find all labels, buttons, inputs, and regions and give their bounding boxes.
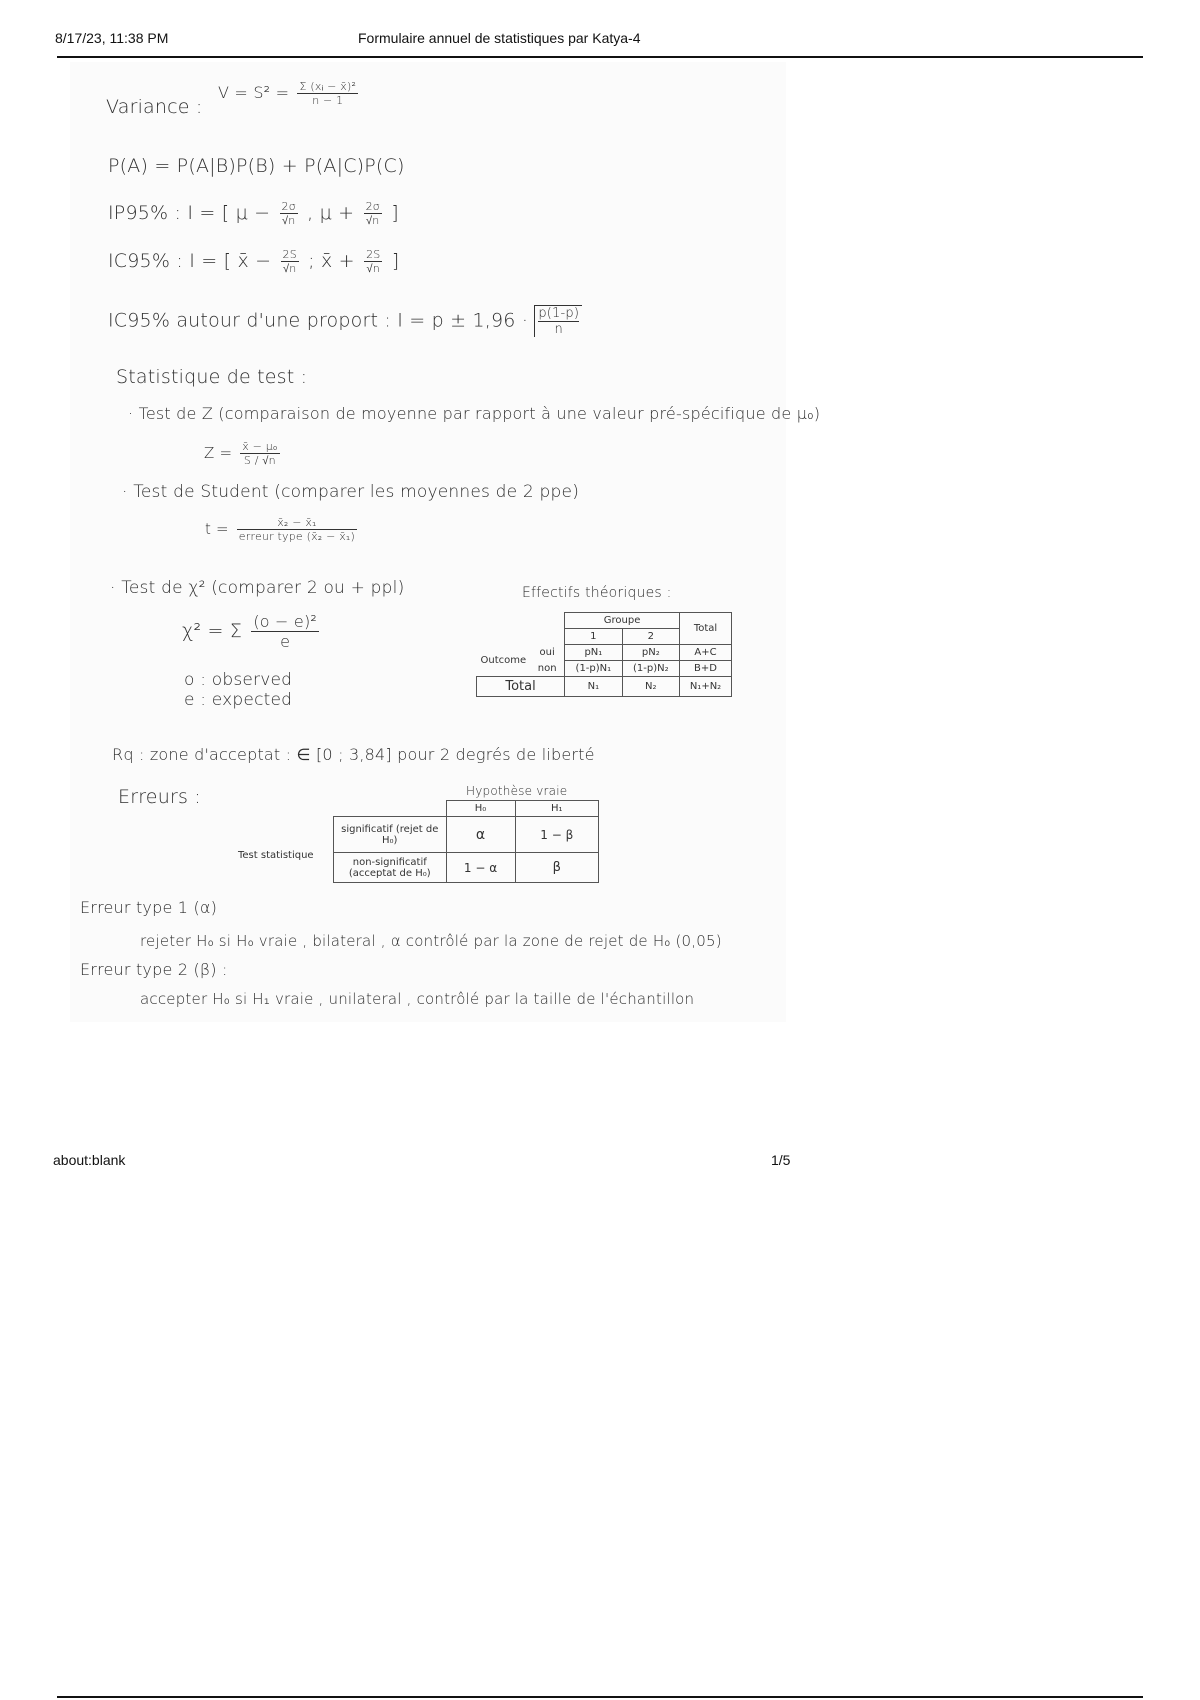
groupe-header: Groupe (565, 613, 680, 629)
ip95-frac-den-2: √n (366, 214, 380, 227)
erreur-type-2-title: Erreur type 2 (β) : (80, 960, 228, 979)
erreurs-title: Erreurs : (118, 786, 201, 808)
ic95-fraction-2 (364, 248, 382, 275)
cell-oui-total: A+C (680, 645, 732, 661)
cell-total-2: N₂ (622, 677, 679, 697)
h1-header: H₁ (515, 801, 599, 817)
student-den: erreur type (x̄₂ − x̄₁) (238, 530, 356, 543)
print-datetime: 8/17/23, 11:38 PM (55, 30, 169, 46)
significatif-row: significatif (rejet de H₀) (334, 817, 447, 853)
ic95-proportion-formula (108, 305, 582, 337)
erreur-type-1-body: rejeter H₀ si H₀ vraie , bilateral , α contrôlé par la zone de rejet de H₀ (0,05) (140, 932, 722, 950)
chi-den: e (280, 632, 291, 651)
hypothese-vraie-title: Hypothèse vraie (466, 784, 568, 798)
ip95-part-b: , μ + (307, 202, 355, 224)
sqrt-radical (534, 305, 582, 337)
cell-total-1: N₁ (565, 677, 622, 697)
ic95-prop-num: p(1-p) (538, 306, 580, 321)
ztest-den: S / √n (243, 454, 276, 467)
ip95-part-a: I = [ μ − (187, 202, 271, 224)
erreur-type-1-title: Erreur type 1 (α) (80, 898, 218, 917)
ip95-frac-den: √n (282, 214, 296, 227)
total-probability-formula: P(A) = P(A|B)P(B) + P(A|C)P(C) (108, 155, 405, 177)
ic95-part-b: ; x̄ + (308, 250, 355, 272)
student-num: x̄₂ − x̄₁ (237, 516, 357, 530)
ip95-fraction-2 (364, 200, 382, 227)
h0-header: H₀ (446, 801, 515, 817)
observed-note: o : observed (184, 670, 293, 690)
bottom-rule (57, 1696, 1143, 1698)
ic95-part-a: I = [ x̄ − (189, 250, 272, 272)
test-statistique-label: Test statistique (238, 850, 314, 861)
student-fraction (237, 516, 357, 543)
variance-formula (218, 80, 361, 107)
group-2-header: 2 (622, 629, 679, 645)
ic95-part-c: ] (391, 250, 400, 272)
ip95-frac-num: 2σ (281, 200, 296, 213)
cell-oui-2: pN₂ (622, 645, 679, 661)
effectifs-title: Effectifs théoriques : (522, 585, 672, 601)
ip95-frac-num-2: 2σ (365, 200, 380, 213)
cell-sig-h0: α (446, 817, 515, 853)
cell-non-total: B+D (680, 661, 732, 677)
ic95-label: IC95% : (108, 250, 183, 272)
ztest-fraction (240, 440, 279, 467)
erreurs-table (333, 800, 599, 883)
ip95-part-c: ] (391, 202, 399, 224)
ic95-frac-den-2: √n (366, 262, 380, 275)
variance-denominator: n − 1 (312, 94, 344, 107)
cell-total-total: N₁+N₂ (680, 677, 732, 697)
ic95-frac-num-2: 2S (366, 248, 381, 261)
ztest-label: · Test de Z (comparaison de moyenne par rapport à une valeur pré-spécifique de μ₀) (128, 404, 821, 423)
effectifs-table (476, 612, 732, 697)
ic95-fraction-1 (281, 248, 299, 275)
header-rule (57, 56, 1143, 58)
non-significatif-row: non-significatif (acceptat de H₀) (334, 853, 447, 883)
student-lhs: t = (205, 520, 229, 538)
ic95-frac-den: √n (283, 262, 297, 275)
acceptance-note: Rq : zone d'acceptat : ∈ [0 ; 3,84] pour 2 degrés de liberté (112, 745, 595, 764)
cell-non-1: (1-p)N₁ (565, 661, 622, 677)
expected-note: e : expected (184, 690, 293, 710)
ip95-label: IP95% : (108, 202, 182, 224)
total-col-header: Total (680, 613, 732, 645)
ztest-lhs: Z = (204, 444, 233, 462)
variance-numerator: Σ (xᵢ − x̄)² (299, 80, 357, 93)
stat-test-title: Statistique de test : (116, 366, 308, 388)
variance-lhs: V = S² = (218, 83, 290, 102)
ic95-prop-rhs: I = p ± 1,96 · (397, 309, 529, 332)
ic95-prop-label: IC95% autour d'une proport : (108, 309, 391, 332)
chi-lhs: χ² = Σ (182, 620, 243, 642)
cell-nonsig-h0: 1 − α (446, 853, 515, 883)
ic95-formula (108, 248, 399, 275)
chi-num: (o − e)² (253, 612, 318, 631)
ip95-fraction-1 (280, 200, 298, 227)
group-1-header: 1 (565, 629, 622, 645)
ztest-formula (204, 440, 283, 467)
cell-nonsig-h1: β (515, 853, 599, 883)
oui-label: oui (539, 647, 555, 658)
variance-label: Variance : (106, 96, 203, 118)
ic95-frac-num: 2S (282, 248, 297, 261)
cell-non-2: (1-p)N₂ (622, 661, 679, 677)
variance-fraction (297, 80, 358, 107)
page-number: 1/5 (771, 1152, 791, 1168)
total-row-label: Total (477, 677, 565, 697)
chi-square-label: · Test de χ² (comparer 2 ou + ppl) (110, 578, 405, 598)
chi-fraction (251, 612, 319, 651)
student-formula (205, 516, 360, 543)
chi-square-formula (182, 612, 322, 651)
cell-sig-h1: 1 − β (515, 817, 599, 853)
ip95-formula (108, 200, 399, 227)
outcome-row-header: Outcome (480, 654, 527, 666)
footer-url: about:blank (53, 1152, 126, 1168)
erreur-type-2-body: accepter H₀ si H₁ vraie , unilateral , contrôlé par la taille de l'échantillon (140, 990, 695, 1008)
document-title: Formulaire annuel de statistiques par Katya-4 (358, 30, 641, 46)
ztest-num: x̄ − μ₀ (242, 440, 278, 453)
student-label: · Test de Student (comparer les moyennes de 2 ppe) (122, 482, 580, 502)
ic95-prop-den: n (554, 322, 563, 337)
cell-oui-1: pN₁ (565, 645, 622, 661)
non-label: non (537, 662, 557, 674)
